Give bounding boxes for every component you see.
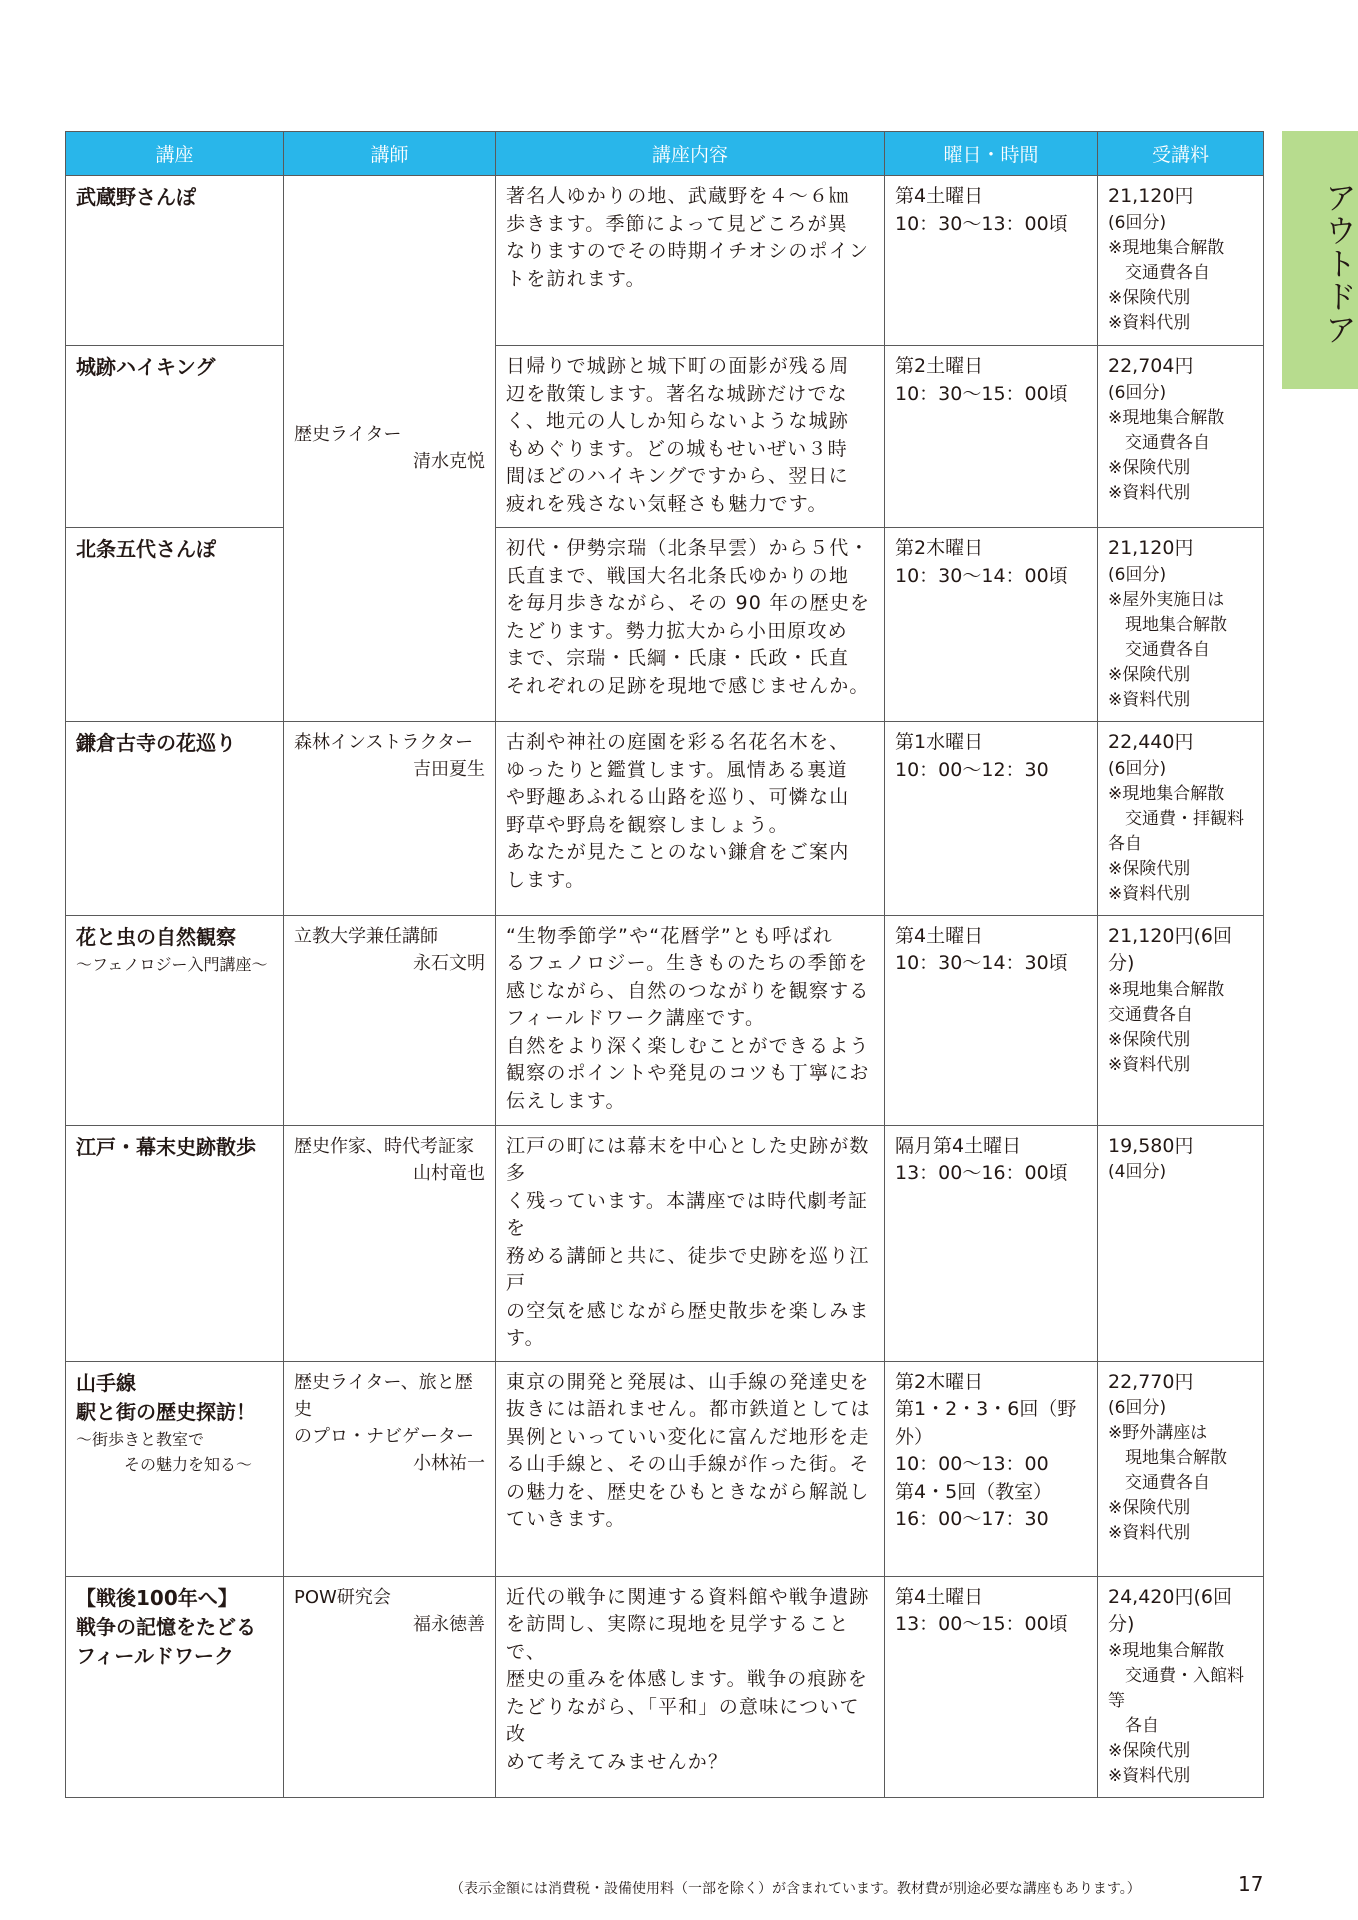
- course-schedule: 第2木曜日 第1・2・3・6回（野外） 10：00～13：00 第4・5回（教室） 16：00～17：30: [895, 1370, 1077, 1530]
- course-cell: [66, 176, 284, 346]
- instructor-name: 福永徳善: [413, 1613, 485, 1635]
- fee-notes: ※現地集合解散 交通費・入館料等 各自 ※保険代別 ※資料代別: [1108, 1640, 1244, 1786]
- instructor-role: 歴史ライター、旅と歴史 のプロ・ナビゲーター: [294, 1371, 474, 1447]
- content-cell: [496, 1125, 885, 1361]
- fee-cell: [1098, 1125, 1264, 1361]
- fee-cell: [1098, 528, 1264, 722]
- instructor-role: 森林インストラクター: [294, 732, 474, 753]
- table-row: [66, 176, 1264, 346]
- fee-notes: (6回分) ※野外講座は 現地集合解散 交通費各自 ※保険代別 ※資料代別: [1108, 1398, 1227, 1543]
- schedule-cell: [885, 1576, 1098, 1797]
- course-fee: 22,704円: [1108, 355, 1194, 377]
- course-name: 武蔵野さんぽ: [76, 185, 196, 209]
- course-table: [65, 131, 1264, 1798]
- instructor-role: 歴史ライター: [294, 424, 402, 445]
- header-content: 講座内容: [496, 132, 885, 176]
- course-cell: [66, 1361, 284, 1576]
- schedule-cell: [885, 528, 1098, 722]
- table-row: [66, 346, 1264, 528]
- header-fee: 受講料: [1098, 132, 1264, 176]
- course-schedule: 第4土曜日 10：30～13：00頃: [895, 185, 1068, 235]
- instructor-name: 吉田夏生: [413, 759, 485, 780]
- course-cell: [66, 528, 284, 722]
- course-name: 北条五代さんぽ: [76, 537, 216, 561]
- content-cell: [496, 176, 885, 346]
- course-fee: 21,120円: [1108, 185, 1194, 207]
- course-subtitle: ～街歩きと教室で その魅力を知る～: [76, 1429, 253, 1474]
- course-cell: [66, 1125, 284, 1361]
- content-cell: [496, 346, 885, 528]
- course-description: 近代の戦争に関連する資料館や戦争遺跡 を訪問し、実際に現地を見学することで、 歴史の重みを体感します。戦争の痕跡を たどりながら、「平和」の意味について改 めて考えてみませんか？: [506, 1585, 870, 1773]
- instructor-name: 小林祐一: [413, 1452, 485, 1474]
- schedule-cell: [885, 915, 1098, 1125]
- fee-cell: [1098, 722, 1264, 916]
- instructor-name: 永石文明: [413, 952, 485, 974]
- header-schedule: 曜日・時間: [885, 132, 1098, 176]
- footer-note: （表示金額には消費税・設備使用料（一部を除く）が含まれています。教材費が別途必要な講座もあります。）: [450, 1881, 1141, 1897]
- instructor-cell: [284, 915, 496, 1125]
- fee-cell: [1098, 346, 1264, 528]
- course-fee: 19,580円: [1108, 1134, 1194, 1157]
- course-cell: [66, 722, 284, 916]
- table-row: [66, 1576, 1264, 1797]
- course-name: 鎌倉古寺の花巡り: [76, 731, 236, 755]
- schedule-cell: [885, 176, 1098, 346]
- course-fee: 21,120円(6回分): [1108, 924, 1232, 974]
- content-cell: [496, 915, 885, 1125]
- header-instructor: 講師: [284, 132, 496, 176]
- schedule-cell: [885, 346, 1098, 528]
- course-fee: 21,120円: [1108, 537, 1194, 559]
- instructor-cell: [284, 1361, 496, 1576]
- course-schedule: 第2土曜日 10：30～15：00頃: [895, 355, 1068, 405]
- course-cell: [66, 915, 284, 1125]
- course-fee: 24,420円(6回分): [1108, 1585, 1232, 1635]
- schedule-cell: [885, 1125, 1098, 1361]
- course-cell: [66, 346, 284, 528]
- content-cell: [496, 722, 885, 916]
- table-row: [66, 722, 1264, 916]
- course-description: 東京の開発と発展は、山手線の発達史を 抜きには語れません。都市鉄道としては 異例といっていい変化に富んだ地形を走 る山手線と、その山手線が作った街。そ の魅力を、歴史をひもときながら解説し ていきます。: [506, 1370, 871, 1530]
- content-cell: [496, 1576, 885, 1797]
- table-row: [66, 915, 1264, 1125]
- course-subtitle: ～フェノロジー入門講座～: [76, 954, 268, 974]
- page-number: 17: [1238, 1872, 1264, 1896]
- course-name: 花と虫の自然観察: [76, 924, 236, 949]
- table-row: [66, 1125, 1264, 1361]
- course-schedule: 第2木曜日 10：30～14：00頃: [895, 537, 1068, 587]
- category-label: アウトドア: [1320, 181, 1358, 346]
- instructor-role: POW研究会: [294, 1586, 391, 1608]
- table-row: [66, 1361, 1264, 1576]
- fee-cell: [1098, 176, 1264, 346]
- fee-notes: (4回分): [1108, 1162, 1167, 1182]
- course-schedule: 第4土曜日 13：00～15：00頃: [895, 1585, 1068, 1635]
- fee-notes: (6回分) ※屋外実施日は 現地集合解散 交通費各自 ※保険代別 ※資料代別: [1108, 564, 1227, 710]
- course-description: 古刹や神社の庭園を彩る名花名木を、 ゆったりと鑑賞します。風情ある裏道 や野趣あふれる山路を巡り、可憐な山 野草や野鳥を観察しましょう。 あなたが見たことのない鎌倉をご案内 します。: [506, 731, 850, 891]
- table-row: [66, 528, 1264, 722]
- category-side-tab: [1282, 131, 1358, 389]
- course-description: 初代・伊勢宗瑞（北条早雲）から５代・ 氏直まで、戦国大名北条氏ゆかりの地 を毎月歩きながら、その 90 年の歴史を たどります。勢力拡大から小田原攻め まで、宗瑞・氏綱・氏康・氏政・氏直 それぞれの足跡を現地で感じませんか。: [506, 537, 871, 697]
- course-description: 日帰りで城跡と城下町の面影が残る周 辺を散策します。著名な城跡だけでな く、地元の人しか知らないような城跡 もめぐります。どの城もせいぜい３時 間ほどのハイキングですから、翌日に 疲れを残さない気軽さも魅力です。: [506, 355, 850, 515]
- table-header-row: [66, 132, 1264, 176]
- instructor-cell: [284, 1125, 496, 1361]
- fee-cell: [1098, 1576, 1264, 1797]
- fee-notes: (6回分) ※現地集合解散 交通費各自 ※保険代別 ※資料代別: [1108, 382, 1225, 503]
- course-schedule: 第4土曜日 10：30～14：30頃: [895, 924, 1068, 974]
- course-description: 江戸の町には幕末を中心とした史跡が数多 く残っています。本講座では時代劇考証を 務める講師と共に、徒歩で史跡を巡り江戸 の空気を感じながら歴史散歩を楽しみます。: [506, 1134, 870, 1349]
- course-name: 江戸・幕末史跡散歩: [76, 1134, 256, 1159]
- course-schedule: 第1水曜日 10：00～12：30: [895, 731, 1049, 781]
- course-name: 山手線 駅と街の歴史探訪！: [76, 1370, 256, 1424]
- instructor-name: 山村竜也: [413, 1162, 485, 1184]
- course-description: 著名人ゆかりの地、武蔵野を４～６㎞ 歩きます。季節によって見どころが異 なりますのでその時期イチオシのポイン トを訪れます。: [506, 185, 870, 290]
- content-cell: [496, 528, 885, 722]
- instructor-cell: [284, 1576, 496, 1797]
- schedule-cell: [885, 722, 1098, 916]
- course-schedule: 隔月第4土曜日 13：00～16：00頃: [895, 1134, 1068, 1184]
- course-name: 【戦後100年へ】 戦争の記憶をたどる フィールドワーク: [76, 1585, 256, 1668]
- course-fee: 22,440円: [1108, 731, 1194, 753]
- course-name: 城跡ハイキング: [76, 355, 216, 379]
- course-fee: 22,770円: [1108, 1370, 1194, 1393]
- content-cell: [496, 1361, 885, 1576]
- fee-cell: [1098, 1361, 1264, 1576]
- fee-notes: (6回分) ※現地集合解散 交通費・拝観料各自 ※保険代別 ※資料代別: [1108, 758, 1244, 904]
- instructor-role: 立教大学兼任講師: [294, 925, 438, 947]
- course-description: “生物季節学”や“花暦学”とも呼ばれ るフェノロジー。生きものたちの季節を 感じながら、自然のつながりを観察する フィールドワーク講座です。 自然をより深く楽しむことができるよう 観察のポイントや発見のコツも丁寧にお 伝えします。: [506, 924, 870, 1112]
- fee-cell: [1098, 915, 1264, 1125]
- instructor-cell: [284, 722, 496, 916]
- fee-notes: ※現地集合解散 交通費各自 ※保険代別 ※資料代別: [1108, 979, 1225, 1075]
- fee-notes: (6回分) ※現地集合解散 交通費各自 ※保険代別 ※資料代別: [1108, 212, 1225, 333]
- header-course: 講座: [66, 132, 284, 176]
- course-cell: [66, 1576, 284, 1797]
- instructor-role: 歴史作家、時代考証家: [294, 1135, 474, 1157]
- schedule-cell: [885, 1361, 1098, 1576]
- instructor-cell: [284, 176, 496, 722]
- instructor-name: 清水克悦: [413, 451, 485, 472]
